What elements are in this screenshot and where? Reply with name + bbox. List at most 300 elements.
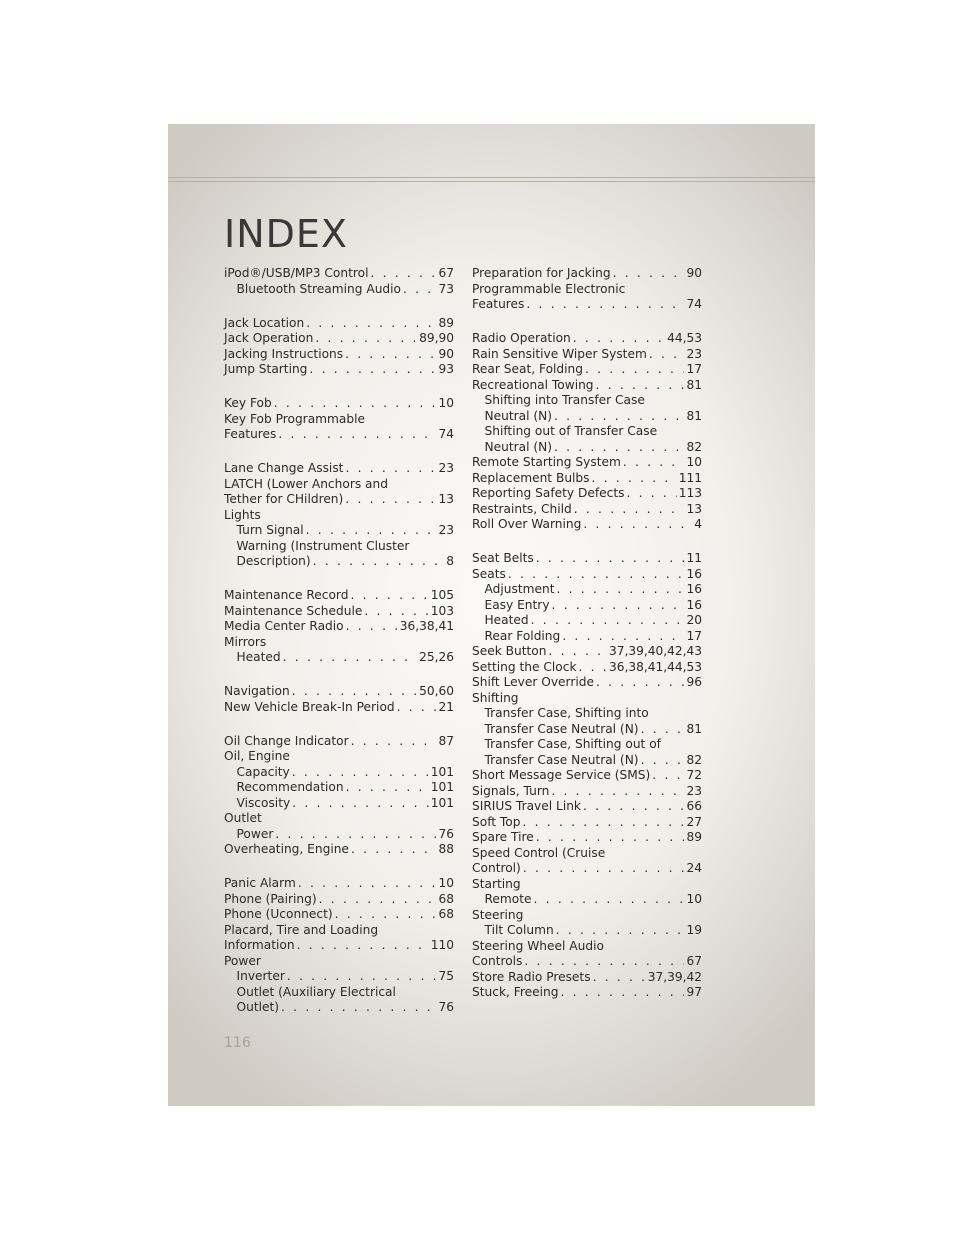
index-entry bbox=[224, 876, 454, 892]
index-entry-label: Description) bbox=[236, 554, 311, 568]
dot-leader bbox=[281, 1000, 436, 1016]
index-entry-page: 21 bbox=[438, 699, 454, 714]
index-entry bbox=[224, 554, 454, 570]
dot-leader bbox=[562, 629, 684, 645]
index-entry-label: Panic Alarm bbox=[224, 876, 296, 890]
index-entry-label: Oil, Engine bbox=[224, 749, 290, 763]
dot-leader bbox=[549, 644, 607, 660]
index-entry-page: 16 bbox=[686, 566, 702, 581]
index-entry-label: Viscosity bbox=[236, 795, 291, 810]
dot-leader bbox=[536, 551, 685, 567]
index-page bbox=[168, 124, 815, 1106]
index-entry-page: 13 bbox=[438, 492, 454, 506]
index-entry bbox=[224, 811, 454, 827]
dot-leader bbox=[292, 765, 429, 781]
index-entry bbox=[472, 517, 702, 533]
index-entry-page: 10 bbox=[438, 876, 454, 890]
index-entry bbox=[472, 471, 702, 487]
index-entry bbox=[224, 842, 454, 858]
index-entry-page: 36,38,41 bbox=[399, 619, 454, 633]
dot-leader bbox=[649, 347, 685, 363]
index-entry-page: 101 bbox=[430, 795, 454, 810]
index-entry-label: Maintenance Record bbox=[224, 588, 349, 602]
index-entry-label: Short Message Service (SMS) bbox=[472, 768, 651, 782]
index-entry-label: Phone (Pairing) bbox=[224, 891, 317, 906]
index-entry bbox=[224, 700, 454, 716]
index-entry-label: Replacement Bulbs bbox=[472, 470, 590, 485]
index-entry-label: Remote Starting System bbox=[472, 455, 621, 469]
index-entry bbox=[472, 598, 702, 614]
index-entry-page: 72 bbox=[686, 768, 702, 782]
index-entry-label: Steering Wheel Audio bbox=[472, 938, 604, 953]
index-entry-page: 73 bbox=[438, 281, 454, 296]
dot-leader bbox=[554, 440, 685, 456]
dot-leader bbox=[641, 722, 685, 738]
index-entry-page: 90 bbox=[686, 266, 702, 280]
dot-leader bbox=[556, 582, 684, 598]
index-entry-page: 25,26 bbox=[419, 650, 454, 664]
index-entry-page: 74 bbox=[686, 297, 702, 311]
index-entry-label: Transfer Case, Shifting into bbox=[484, 706, 649, 720]
dot-leader bbox=[626, 486, 676, 502]
index-entry-page: 82 bbox=[686, 752, 702, 767]
dot-leader bbox=[351, 842, 437, 858]
index-entry-label: Neutral (N) bbox=[484, 408, 552, 423]
dot-leader bbox=[275, 827, 436, 843]
dot-leader bbox=[554, 409, 685, 425]
index-entry bbox=[472, 784, 702, 800]
index-entry bbox=[224, 396, 454, 412]
dot-leader bbox=[593, 970, 646, 986]
index-entry bbox=[224, 985, 454, 1001]
dot-leader bbox=[579, 660, 607, 676]
index-entry bbox=[472, 644, 702, 660]
index-entry bbox=[472, 362, 702, 378]
index-entry-label: Preparation for Jacking bbox=[472, 266, 611, 280]
index-entry bbox=[472, 551, 702, 567]
index-entry-label: Transfer Case, Shifting out of bbox=[484, 737, 661, 751]
dot-leader bbox=[287, 969, 437, 985]
index-entry-label: Power bbox=[224, 953, 261, 968]
index-entry-label: Jacking Instructions bbox=[224, 346, 344, 361]
index-entry bbox=[224, 938, 454, 954]
index-entry bbox=[224, 635, 454, 651]
index-entry bbox=[224, 427, 454, 443]
index-entry-label: Key Fob Programmable bbox=[224, 411, 365, 426]
index-entry-label: Shifting bbox=[472, 690, 519, 705]
index-entry-page: 23 bbox=[686, 783, 702, 798]
index-entry bbox=[224, 619, 454, 635]
index-entry bbox=[472, 908, 702, 924]
index-entry bbox=[472, 297, 702, 313]
dot-leader bbox=[298, 876, 437, 892]
dot-leader bbox=[652, 768, 684, 784]
index-entry bbox=[472, 629, 702, 645]
index-entry-label: Power bbox=[236, 826, 274, 841]
dot-leader bbox=[335, 907, 437, 923]
dot-leader bbox=[346, 619, 398, 635]
index-entry-label: Easy Entry bbox=[484, 597, 550, 612]
dot-leader bbox=[309, 362, 436, 378]
index-entry-page: 17 bbox=[686, 362, 702, 376]
index-entry-page: 74 bbox=[438, 427, 454, 441]
index-entry-label: Roll Over Warning bbox=[472, 517, 582, 531]
dot-leader bbox=[351, 734, 437, 750]
index-entry-page: 89,90 bbox=[419, 331, 454, 345]
index-entry-label: Neutral (N) bbox=[484, 439, 552, 454]
index-entry-label: Outlet (Auxiliary Electrical bbox=[236, 984, 396, 999]
index-entry-label: Turn Signal bbox=[236, 523, 304, 537]
index-entry-label: Overheating, Engine bbox=[224, 842, 349, 856]
index-entry-label: Shift Lever Override bbox=[472, 675, 594, 689]
dot-leader bbox=[370, 266, 436, 282]
index-entry bbox=[472, 815, 702, 831]
index-entry bbox=[224, 923, 454, 939]
index-entry-label: iPod®/USB/MP3 Control bbox=[224, 266, 369, 280]
index-entry-label: Transfer Case Neutral (N) bbox=[484, 752, 639, 767]
index-entry-page: 97 bbox=[686, 985, 702, 999]
index-entry-page: 96 bbox=[686, 675, 702, 689]
index-entry-label: Information bbox=[224, 938, 295, 952]
index-entry-label: Outlet) bbox=[236, 1000, 280, 1014]
index-entry bbox=[224, 508, 454, 524]
index-entry bbox=[224, 1000, 454, 1016]
dot-leader bbox=[345, 347, 436, 363]
index-entry-label: Features bbox=[224, 427, 277, 441]
index-entry bbox=[472, 502, 702, 518]
dot-leader bbox=[523, 861, 685, 877]
index-entry-page: 113 bbox=[678, 486, 702, 500]
index-entry bbox=[472, 393, 702, 409]
index-entry bbox=[224, 765, 454, 781]
index-entry bbox=[472, 923, 702, 939]
index-entry-page: 16 bbox=[686, 597, 702, 612]
index-entry-label: Seat Belts bbox=[472, 551, 534, 565]
index-entry bbox=[472, 455, 702, 471]
dot-leader bbox=[319, 892, 437, 908]
index-entry-page: 20 bbox=[686, 613, 702, 627]
index-entry-label: Heated bbox=[236, 650, 281, 664]
index-entry-label: Mirrors bbox=[224, 634, 267, 649]
dot-leader bbox=[613, 266, 685, 282]
dot-leader bbox=[583, 517, 692, 533]
dot-leader bbox=[313, 554, 445, 570]
dot-leader bbox=[523, 815, 685, 831]
index-entry-label: Programmable Electronic bbox=[472, 281, 626, 296]
index-entry-page: 68 bbox=[438, 907, 454, 921]
index-entry-label: Speed Control (Cruise bbox=[472, 845, 606, 860]
dot-leader bbox=[596, 378, 685, 394]
index-entry-page: 24 bbox=[686, 861, 702, 875]
dot-leader bbox=[526, 297, 684, 313]
index-entry-label: Lights bbox=[224, 507, 261, 522]
dot-leader bbox=[345, 492, 436, 508]
index-entry-label: Heated bbox=[484, 613, 529, 627]
index-entry bbox=[472, 424, 702, 440]
dot-leader bbox=[641, 753, 685, 769]
index-entry-label: Spare Tire bbox=[472, 830, 534, 844]
dot-leader bbox=[524, 954, 684, 970]
index-entry-page: 76 bbox=[438, 1000, 454, 1014]
index-entry-page: 67 bbox=[438, 266, 454, 280]
index-entry-label: Remote bbox=[484, 892, 532, 906]
index-entry bbox=[472, 799, 702, 815]
index-entry bbox=[472, 347, 702, 363]
index-entry-page: 23 bbox=[686, 346, 702, 361]
index-entry-page: 8 bbox=[446, 554, 454, 568]
dot-leader bbox=[560, 985, 684, 1001]
index-entry bbox=[224, 796, 454, 812]
index-entry bbox=[224, 331, 454, 347]
dot-leader bbox=[292, 796, 429, 812]
index-entry bbox=[224, 969, 454, 985]
index-entry-label: Shifting out of Transfer Case bbox=[484, 424, 658, 438]
dot-leader bbox=[403, 282, 436, 298]
index-entry-label: Soft Top bbox=[472, 814, 521, 829]
index-entry-label: Seek Button bbox=[472, 644, 547, 658]
dot-leader bbox=[585, 362, 684, 378]
index-entry bbox=[472, 830, 702, 846]
index-entry-page: 10 bbox=[686, 455, 702, 469]
index-entry-page: 111 bbox=[678, 470, 702, 485]
index-entry-label: Rain Sensitive Wiper System bbox=[472, 346, 647, 361]
index-entry bbox=[472, 567, 702, 583]
index-entry-label: Store Radio Presets bbox=[472, 969, 591, 984]
index-entry bbox=[472, 892, 702, 908]
index-entry-label: Starting bbox=[472, 876, 521, 891]
index-entry-page: 81 bbox=[686, 721, 702, 736]
index-entry bbox=[224, 316, 454, 332]
index-entry-label: Oil Change Indicator bbox=[224, 733, 349, 748]
index-entry-page: 101 bbox=[430, 764, 454, 779]
index-entry bbox=[224, 892, 454, 908]
index-entry-label: Steering bbox=[472, 907, 524, 922]
dot-leader bbox=[574, 502, 685, 518]
index-column-left bbox=[224, 266, 454, 1016]
index-entry-page: 44,53 bbox=[667, 331, 702, 345]
index-entry-label: Phone (Uconnect) bbox=[224, 907, 333, 921]
index-entry-page: 16 bbox=[686, 582, 702, 596]
index-entry-label: Transfer Case Neutral (N) bbox=[484, 721, 639, 736]
index-entry-label: Rear Seat, Folding bbox=[472, 362, 584, 376]
dot-leader bbox=[623, 455, 685, 471]
index-entry bbox=[224, 604, 454, 620]
index-entry-label: Radio Operation bbox=[472, 331, 571, 345]
index-entry bbox=[224, 684, 454, 700]
header-rule-bottom bbox=[168, 181, 815, 182]
index-entry-label: Setting the Clock bbox=[472, 659, 577, 674]
index-entry-label: Recreational Towing bbox=[472, 377, 594, 392]
index-entry bbox=[472, 706, 702, 722]
index-entry-label: Media Center Radio bbox=[224, 619, 344, 633]
index-entry bbox=[472, 939, 702, 955]
dot-leader bbox=[534, 892, 685, 908]
index-entry bbox=[472, 970, 702, 986]
index-entry-label: Capacity bbox=[236, 764, 290, 779]
index-entry-label: New Vehicle Break-In Period bbox=[224, 699, 395, 714]
index-entry bbox=[224, 539, 454, 555]
index-entry-page: 81 bbox=[686, 408, 702, 423]
header-rule-top bbox=[168, 177, 815, 178]
index-entry-page: 23 bbox=[438, 523, 454, 537]
dot-leader bbox=[364, 604, 428, 620]
dot-leader bbox=[283, 650, 417, 666]
index-entry-page: 76 bbox=[438, 826, 454, 841]
index-entry-page: 101 bbox=[430, 780, 454, 794]
index-entry-label: Restraints, Child bbox=[472, 501, 572, 516]
dot-leader bbox=[592, 471, 677, 487]
index-entry-label: Control) bbox=[472, 861, 521, 875]
index-entry bbox=[224, 477, 454, 493]
index-entry bbox=[472, 378, 702, 394]
index-entry bbox=[472, 737, 702, 753]
dot-leader bbox=[508, 567, 685, 583]
index-entry-page: 4 bbox=[694, 517, 702, 531]
dot-leader bbox=[345, 461, 436, 477]
index-entry-label: Signals, Turn bbox=[472, 783, 550, 798]
index-entry bbox=[472, 282, 702, 298]
index-entry-page: 13 bbox=[686, 501, 702, 516]
index-entry-label: Recommendation bbox=[236, 780, 344, 794]
index-entry-page: 89 bbox=[438, 315, 454, 330]
index-entry-page: 17 bbox=[686, 628, 702, 643]
index-entry-label: Key Fob bbox=[224, 396, 272, 410]
dot-leader bbox=[306, 523, 437, 539]
dot-leader bbox=[315, 331, 417, 347]
index-entry-page: 67 bbox=[686, 954, 702, 968]
index-entry-label: Tether for CHildren) bbox=[224, 492, 344, 506]
dot-leader bbox=[556, 923, 685, 939]
index-entry-page: 103 bbox=[430, 603, 454, 618]
index-entry bbox=[224, 461, 454, 477]
index-entry-label: SIRIUS Travel Link bbox=[472, 799, 581, 813]
index-entry-label: Outlet bbox=[224, 811, 262, 825]
index-entry-label: Jack Location bbox=[224, 315, 305, 330]
index-entry bbox=[224, 780, 454, 796]
index-entry bbox=[224, 362, 454, 378]
dot-leader bbox=[292, 684, 417, 700]
dot-leader bbox=[596, 675, 685, 691]
index-entry bbox=[224, 907, 454, 923]
index-entry bbox=[472, 266, 702, 282]
page-number: 116 bbox=[224, 1035, 251, 1051]
index-entry bbox=[224, 749, 454, 765]
index-entry bbox=[472, 691, 702, 707]
index-entry bbox=[472, 846, 702, 862]
index-entry-label: Lane Change Assist bbox=[224, 461, 344, 475]
index-entry-label: Rear Folding bbox=[484, 628, 561, 643]
index-entry-page: 75 bbox=[438, 969, 454, 983]
index-entry-label: Warning (Instrument Cluster bbox=[236, 538, 410, 553]
index-entry-page: 89 bbox=[686, 830, 702, 844]
index-entry-label: Navigation bbox=[224, 684, 290, 698]
index-entry-label: Jump Starting bbox=[224, 362, 308, 376]
index-entry-label: Stuck, Freeing bbox=[472, 985, 559, 999]
index-entry bbox=[472, 675, 702, 691]
index-entry-page: 81 bbox=[686, 377, 702, 392]
index-entry bbox=[224, 588, 454, 604]
index-entry bbox=[472, 409, 702, 425]
index-entry-page: 66 bbox=[686, 799, 702, 813]
index-entry bbox=[224, 827, 454, 843]
index-entry bbox=[224, 412, 454, 428]
index-entry-page: 36,38,41,44,53 bbox=[608, 659, 702, 674]
index-entry-page: 88 bbox=[438, 842, 454, 856]
index-entry bbox=[224, 492, 454, 508]
index-entry bbox=[472, 954, 702, 970]
index-entry-page: 93 bbox=[438, 362, 454, 376]
page-title: INDEX bbox=[224, 212, 348, 257]
index-entry bbox=[224, 954, 454, 970]
index-entry-label: Inverter bbox=[236, 969, 285, 983]
index-entry-label: Jack Operation bbox=[224, 331, 314, 345]
dot-leader bbox=[274, 396, 437, 412]
index-entry bbox=[224, 650, 454, 666]
index-entry-page: 10 bbox=[438, 396, 454, 410]
dot-leader bbox=[536, 830, 685, 846]
index-entry-page: 10 bbox=[686, 892, 702, 906]
index-entry-label: Placard, Tire and Loading bbox=[224, 922, 379, 937]
index-entry-page: 90 bbox=[438, 346, 454, 361]
index-entry bbox=[472, 722, 702, 738]
index-entry-label: Tilt Column bbox=[484, 923, 554, 937]
index-entry-label: Controls bbox=[472, 954, 523, 968]
index-entry-page: 82 bbox=[686, 439, 702, 454]
index-entry-page: 50,60 bbox=[419, 684, 454, 698]
index-entry-page: 110 bbox=[430, 938, 454, 952]
dot-leader bbox=[350, 588, 428, 604]
index-entry bbox=[224, 734, 454, 750]
index-entry-page: 11 bbox=[686, 551, 702, 565]
index-entry bbox=[224, 266, 454, 282]
index-column-right bbox=[472, 266, 702, 1001]
index-entry-label: Seats bbox=[472, 566, 506, 581]
index-entry-page: 19 bbox=[686, 923, 702, 937]
index-entry-label: Reporting Safety Defects bbox=[472, 486, 625, 500]
index-entry bbox=[472, 486, 702, 502]
dot-leader bbox=[573, 331, 665, 347]
index-entry bbox=[472, 660, 702, 676]
index-entry bbox=[472, 768, 702, 784]
index-entry bbox=[472, 985, 702, 1001]
index-entry-label: Maintenance Schedule bbox=[224, 603, 363, 618]
dot-leader bbox=[346, 780, 429, 796]
index-entry-page: 27 bbox=[686, 814, 702, 829]
index-entry-page: 37,39,40,42,43 bbox=[608, 644, 702, 658]
index-entry bbox=[224, 282, 454, 298]
index-entry-label: Features bbox=[472, 297, 525, 311]
dot-leader bbox=[531, 613, 685, 629]
index-entry bbox=[224, 347, 454, 363]
dot-leader bbox=[397, 700, 437, 716]
dot-leader bbox=[551, 784, 684, 800]
index-entry bbox=[472, 753, 702, 769]
index-entry-page: 23 bbox=[438, 461, 454, 475]
dot-leader bbox=[552, 598, 685, 614]
dot-leader bbox=[278, 427, 436, 443]
index-entry bbox=[472, 877, 702, 893]
index-entry-label: Shifting into Transfer Case bbox=[484, 393, 645, 407]
index-entry bbox=[224, 523, 454, 539]
dot-leader bbox=[306, 316, 436, 332]
dot-leader bbox=[297, 938, 429, 954]
index-entry bbox=[472, 440, 702, 456]
index-entry-page: 87 bbox=[438, 733, 454, 748]
index-entry-page: 68 bbox=[438, 891, 454, 906]
index-entry-label: Adjustment bbox=[484, 582, 555, 596]
index-entry-page: 37,39,42 bbox=[647, 969, 702, 984]
index-entry bbox=[472, 613, 702, 629]
